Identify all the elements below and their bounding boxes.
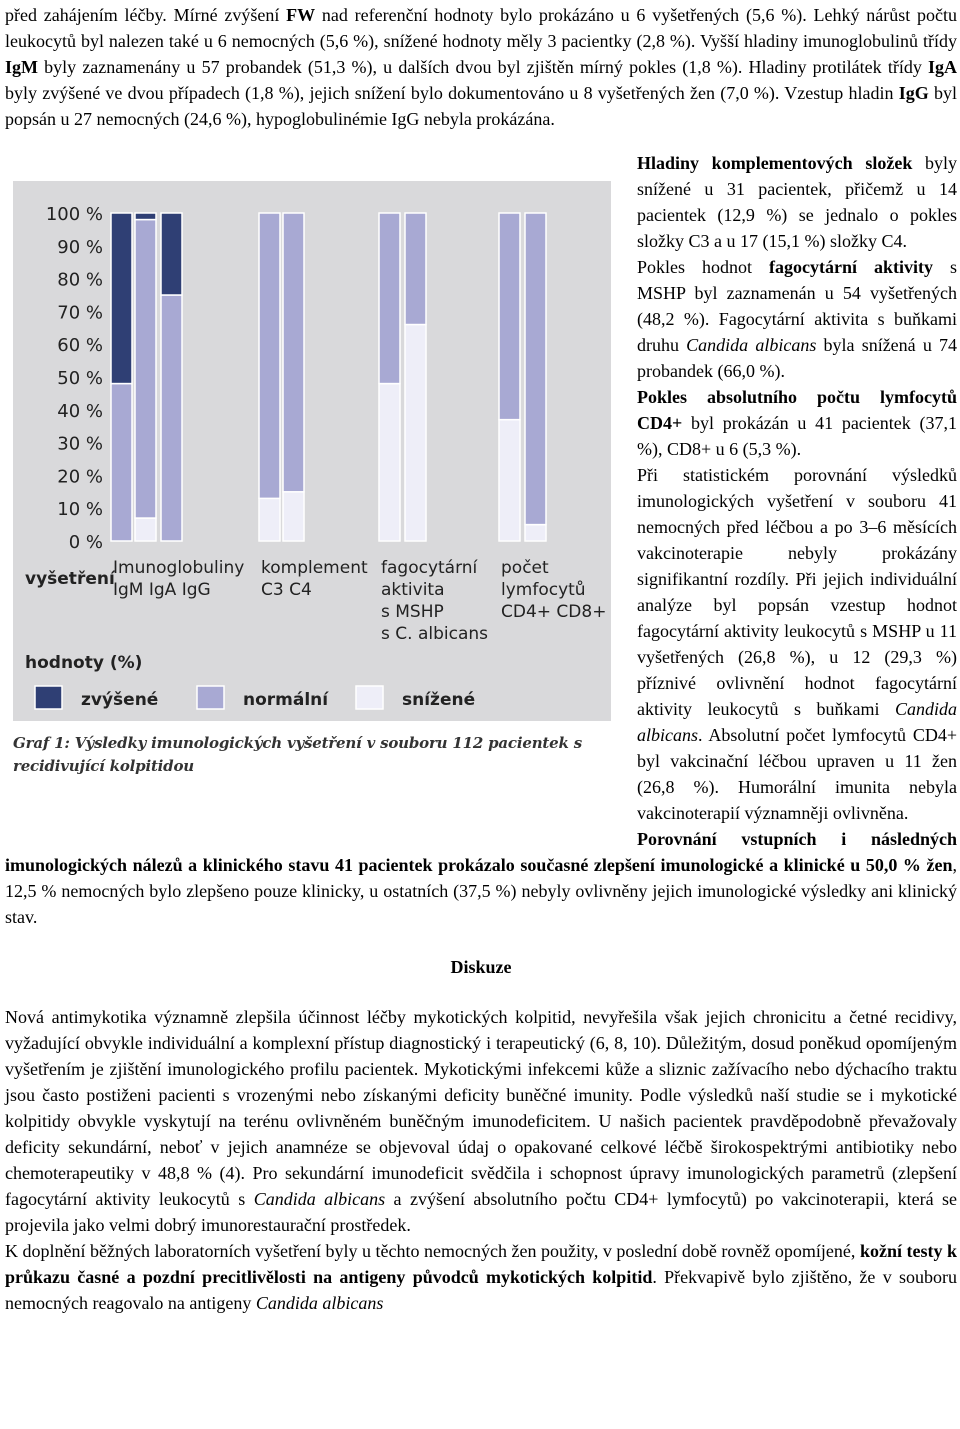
italic-term: Candida albicans bbox=[255, 1293, 384, 1313]
italic-term: Candida albicans bbox=[637, 699, 957, 745]
y-tick-label: 70 % bbox=[57, 302, 103, 324]
legend-swatch-0 bbox=[35, 686, 62, 709]
bar-segment-igg-zvýšené bbox=[161, 213, 182, 295]
bar-segment-igg-normální bbox=[161, 295, 182, 541]
paragraph-comparison: Porovnání vstupních i následných imunologických nálezů a klinického stavu 41 pacientek prokázalo současné zlepšení imunologické a klinické u 50,0 % žen, 12,5 % nemocných bylo zlepšeno pouze klinicky, u ostatních (37,5 %) nebyly ovlivněny jejich imunologické výsledky ani klinický stav. bbox=[5, 829, 957, 927]
y-tick-label: 80 % bbox=[57, 269, 103, 291]
bold-term: IgM bbox=[5, 57, 38, 77]
bold-term: IgA bbox=[927, 57, 957, 77]
bar-segment-smshp-normální bbox=[379, 213, 400, 384]
figure bbox=[5, 150, 627, 844]
bar-segment-scalbicans-normální bbox=[405, 213, 426, 325]
italic-term: Candida albicans bbox=[253, 1189, 386, 1209]
legend-label: snížené bbox=[402, 690, 476, 710]
bar-segment-igm-normální bbox=[111, 384, 132, 541]
legend-swatch-1 bbox=[197, 686, 224, 709]
x-group-label: s MSHP bbox=[381, 602, 444, 622]
x-group-label: C3 C4 bbox=[261, 580, 312, 600]
x-group-label: počet bbox=[501, 558, 549, 578]
legend-title: hodnoty (%) bbox=[25, 653, 143, 673]
legend-label: zvýšené bbox=[81, 690, 159, 710]
x-group-label: Imunoglobuliny bbox=[113, 558, 245, 578]
paragraph-phagocytic: Pokles hodnot fagocytární aktivity s MSHP byl zaznamenán u 54 vyšetřených (48,2 %). Fagocytární aktivita s buňkami druhu Candida albicans byla snížená u 74 probandek (66,0 %). bbox=[637, 257, 958, 381]
x-group-label: fagocytární bbox=[381, 558, 478, 578]
bar-segment-iga-snížené bbox=[135, 518, 156, 541]
caption-text: Výsledky imunologických vyšetření v souboru 112 pacientek s recidivující kolpitidou bbox=[13, 734, 582, 775]
chart-box bbox=[10, 181, 623, 875]
bold-term: FW bbox=[286, 5, 316, 25]
figure-wrap-section bbox=[5, 150, 957, 1316]
x-group-label: lymfocytů bbox=[501, 580, 586, 600]
italic-term: Candida albicans bbox=[686, 335, 817, 355]
x-group-label: CD4+ CD8+ bbox=[501, 602, 607, 622]
paragraph-lab-results: před zahájením léčby. Mírné zvýšení FW nad referenční hodnoty bylo prokázáno u 6 vyšetřených (5,6 %). Lehký nárůst počtu leukocytů byl nalezen také u 6 nemocných (5,6 %), snížené hodnoty měly 3 pacientky (2,8 %). Vyšší hladiny imunoglobulinů třídy IgM byly zaznamenány u 57 probandek (51,3 %), u dalších dvou byl zjištěn mírný pokles (1,8 %). Hladiny protilátek třídy IgA byly zvýšené ve dvou případech (1,8 %), jejich snížení bylo dokumentováno u 8 vyšetřených žen (7,0 %). Vzestup hladin IgG byl popsán u 27 nemocných (24,6 %), hypoglobulinémie IgG nebyla prokázána. bbox=[5, 5, 957, 129]
x-group-label: aktivita bbox=[381, 580, 445, 600]
legend-swatch-2 bbox=[356, 686, 383, 709]
y-tick-label: 0 % bbox=[68, 532, 103, 553]
section-heading-diskuze: Diskuze bbox=[450, 957, 512, 977]
bold-term: IgG bbox=[898, 83, 929, 103]
paragraph-lymphocytes: Pokles absolutního počtu lymfocytů CD4+ byl prokázán u 41 pacientek (37,1 %), CD8+ u 6 (5,3 %). bbox=[637, 387, 957, 459]
results-paragraph bbox=[5, 2, 957, 132]
x-group-label: komplement bbox=[261, 558, 368, 578]
legend-label: normální bbox=[243, 690, 329, 710]
y-tick-label: 50 % bbox=[57, 368, 103, 389]
bar-segment-c4-normální bbox=[283, 213, 304, 492]
bar-segment-cd8+-normální bbox=[525, 213, 546, 525]
paragraph-discussion-2: K doplnění běžných laboratorních vyšetření byly u těchto nemocných žen použity, v poslední době rovněž opomíjené, kožní testy k průkazu časné a pozdní precitlivělosti na antigeny původců mykotických kolpitid. Překvapivě bylo zjištěno, že v souboru nemocných reagovalo na antigeny Candida albicans bbox=[5, 1241, 957, 1313]
bar-segment-c4-snížené bbox=[283, 492, 304, 541]
bar-segment-iga-zvýšené bbox=[135, 213, 156, 220]
bar-segment-c3-snížené bbox=[259, 498, 280, 541]
figure-caption bbox=[13, 732, 623, 778]
bold-term: Porovnání vstupních i následných imunologických nálezů a klinického stavu 41 pacientek prokázalo současné zlepšení imunologické a klinické u 50,0 % žen bbox=[5, 829, 957, 875]
y-tick-label: 40 % bbox=[57, 400, 103, 422]
bold-term: fagocytární aktivity bbox=[769, 257, 933, 277]
bar-segment-scalbicans-snížené bbox=[405, 325, 426, 541]
paragraph-discussion-1: Nová antimykotika významně zlepšila účinnost léčby mykotických kolpitid, nevyřešila však jejich chronicitu a četné recidivy, vyžadující obvykle individuální a komplexní přístup diagnostický i terapeutický (6, 8, 10). Důležitým, dosud poněkud opomíjeným vyšetřením je zjištění imunologického profilu pacientek. Mykotickými infekcemi kůže a sliznic zažívacího nebo dýchacího traktu jsou často postiženi pacienti s vrozenými nebo získanými deficity buněčné imunity. Podle výsledků naší studie se i mykotické kolpitidy obvykle vyskytují na terénu ovlivněném buněčným imunodeficitem. U našich pacientek pravděpodobně převažovaly deficity sekundární, neboť v jejich anamnéze se objevoval údaj o opakované celkové léčbě širokospektrými antibiotiky nebo chemoterapeutiky v 48,8 % (4). Pro sekundární imunodeficit svědčila i schopnost úpravy imunologických parametrů (zlepšení fagocytární aktivity leukocytů s Candida albicans a zvýšení absolutního počtu CD4+ lymfocytů) po vakcinoterapii, která se projevila jako velmi dobrý imunorestaurační prostředek. bbox=[5, 1007, 957, 1235]
chart-panel bbox=[13, 181, 611, 721]
bold-term: Hladiny komplementových složek bbox=[637, 153, 913, 173]
bar-segment-smshp-snížené bbox=[379, 384, 400, 541]
bar-segment-cd4+-snížené bbox=[499, 420, 520, 541]
bar-segment-iga-normální bbox=[135, 220, 156, 518]
x-axis-title: vyšetření bbox=[25, 569, 115, 589]
stacked-bar-chart bbox=[13, 181, 611, 721]
bar-segment-c3-normální bbox=[259, 213, 280, 498]
caption-label: Graf 1: bbox=[13, 734, 70, 752]
x-group-label: s C. albicans bbox=[381, 624, 488, 644]
y-tick-label: 90 % bbox=[57, 236, 103, 258]
bold-term: kožní testy k průkazu časné a pozdní precitlivělosti na antigeny původců mykotických kolpitid bbox=[5, 1241, 957, 1287]
paragraph-statistics: Při statistickém porovnání výsledků imunologických vyšetření v souboru 41 nemocných před léčbou a po 3–6 měsících vakcinoterapie nebyly prokázány signifikantní rozdíly. Při jejich individuální analýze byl popsán vzestup hodnot fagocytární aktivity leukocytů s MSHP u 11 vyšetřených (26,8 %), u 12 (29,3 %) příznivé ovlivnění hodnot fagocytární aktivity leukocytů s buňkami Candida albicans. Absolutní počet lymfocytů CD4+ byl vakcinační léčbou upraven u 11 žen (26,8 %). Humorální imunita nebyla vakcinoterapií významněji ovlivněna. bbox=[637, 465, 957, 823]
y-tick-label: 30 % bbox=[57, 433, 103, 455]
bold-term: Pokles absolutního počtu lymfocytů CD4+ bbox=[637, 387, 957, 433]
paragraph-complement: Hladiny komplementových složek byly snížené u 31 pacientek, přičemž u 14 pacientek (12,9 %) se jednalo o pokles složky C3 a u 17 (15,1 %) složky C4. bbox=[637, 153, 957, 251]
bar-segment-igm-zvýšené bbox=[111, 213, 132, 384]
bar-segment-cd4+-normální bbox=[499, 213, 520, 420]
bar-segment-cd8+-snížené bbox=[525, 525, 546, 541]
y-tick-label: 10 % bbox=[57, 499, 103, 521]
y-tick-label: 20 % bbox=[57, 466, 103, 488]
y-tick-label: 60 % bbox=[57, 335, 103, 357]
x-group-label: IgM IgA IgG bbox=[113, 580, 211, 600]
y-tick-label: 100 % bbox=[45, 204, 103, 225]
